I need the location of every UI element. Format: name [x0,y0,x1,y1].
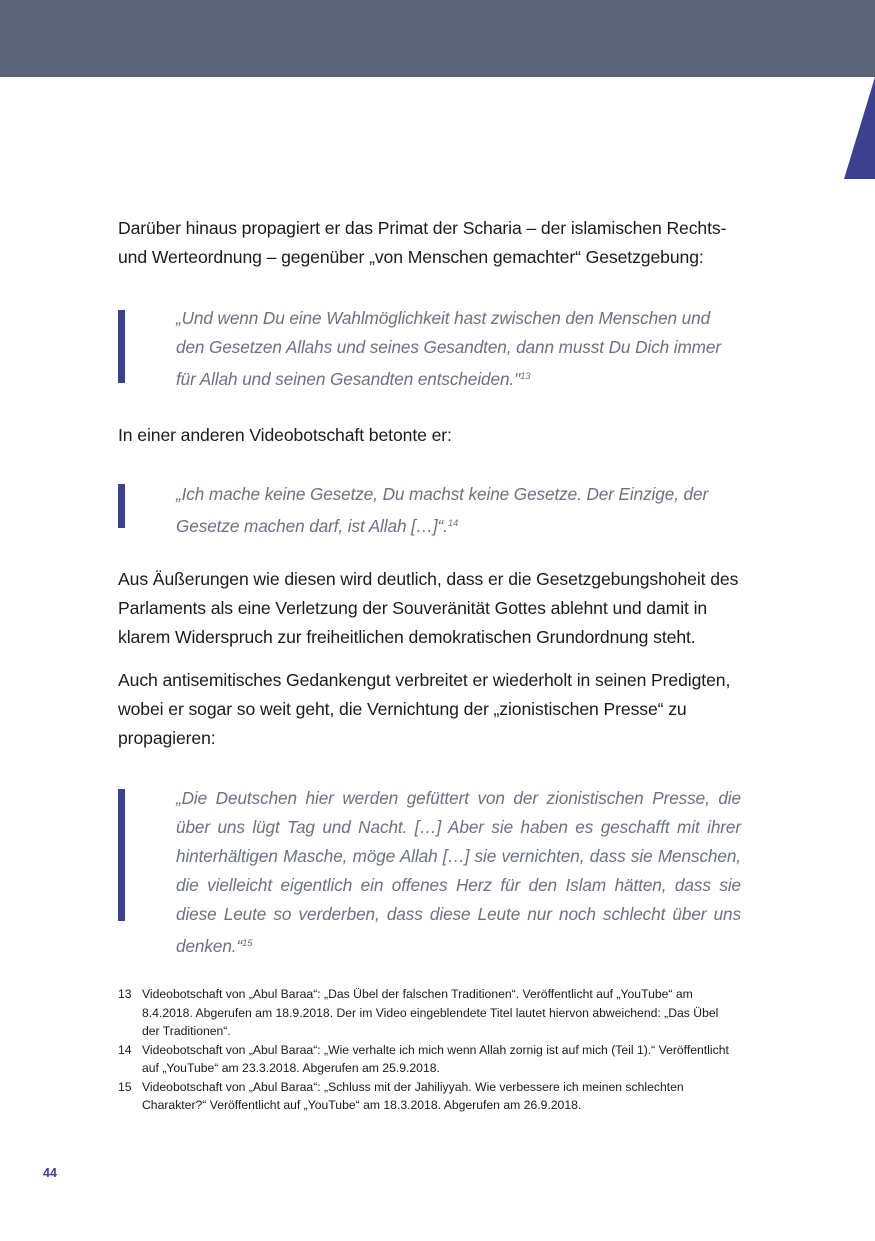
footnote [118,1078,738,1115]
footnote-reference: 13 [520,371,531,382]
footnote-reference: 14 [447,518,459,529]
header-band [0,0,875,77]
page-number: 44 [43,1166,57,1180]
footnote-text: Videobotschaft von „Abul Baraa“: „Das Übel der falschen Traditionen“. Veröffentlicht auf „YouTube“ am 8.4.2018. Abgerufen am 18.9.2018. Der im Video eingeblendete Titel lautet hiervon abweichend: „Das Übel der Traditionen“. [142,987,719,1038]
quote-bar [118,310,125,383]
body-paragraph: Aus Äußerungen wie diesen wird deutlich, dass er die Gesetzgebungshoheit des Parlaments als eine Verletzung der Souveränität Gottes ablehnt und damit in klarem Widerspruch zur freiheitlichen demokratischen Grundordnung steht. [118,569,739,647]
footnote [118,1041,738,1078]
footnote-number: 13 [118,987,132,1001]
body-paragraph: In einer anderen Videobotschaft betonte er: [118,425,452,445]
quote-text: „Und wenn Du eine Wahlmöglichkeit hast zwischen den Menschen und den Gesetzen Allahs und seines Gesandten, dann musst Du Dich immer für Allah und seinen Gesandten entscheiden." [176,308,721,389]
body-paragraph: Darüber hinaus propagiert er das Primat der Scharia – der islamischen Rechts- und Werteordnung – gegenüber „von Menschen gemachter“ Gesetzgebung: [118,218,727,267]
body-paragraph: Auch antisemitisches Gedankengut verbreitet er wiederholt in seinen Predigten, wobei er sogar so weit geht, die Vernichtung der „zionistischen Presse“ zu propagieren: [118,670,731,748]
footnote-text: Videobotschaft von „Abul Baraa“: „Schluss mit der Jahiliyyah. Wie verbessere ich meinen schlechten Charakter?“ Veröffentlicht auf „YouTube“ am 18.3.2018. Abgerufen am 26.9.2018. [142,1079,684,1112]
quote-bar [118,789,125,921]
block-quote [176,784,741,961]
footnotes [118,985,738,1115]
quote-bar [118,484,125,528]
footnote-number: 14 [118,1042,132,1057]
footnote-text: Videobotschaft von „Abul Baraa“: „Wie verhalte ich mich wenn Allah zornig ist auf mich (Teil 1).“ Veröffentlicht auf „YouTube“ am 23.3.2018. Abgerufen am 25.9.2018. [142,1042,729,1075]
footnote [118,985,738,1041]
block-quote [176,304,741,394]
quote-text: „Die Deutschen hier werden gefüttert von der zionistischen Presse, die über uns lügt Tag und Nacht. […] Aber sie haben es geschafft mit ihrer hinterhältigen Masche, möge Allah […] sie vernichten, dass sie Menschen, die vielleicht eigentlich ein offenes Herz für den Islam hätten, dass sie diese Leute so verderben, dass diese Leute nur noch schlecht über uns denken.“ [176,788,741,956]
footnote-number: 15 [118,1079,132,1094]
block-quote [176,480,741,541]
footnote-reference: 15 [242,938,253,949]
corner-tab-decoration [844,77,875,179]
quote-text: „Ich mache keine Gesetze, Du machst keine Gesetze. Der Einzige, der Gesetze machen darf, ist Allah […]“. [176,484,709,536]
